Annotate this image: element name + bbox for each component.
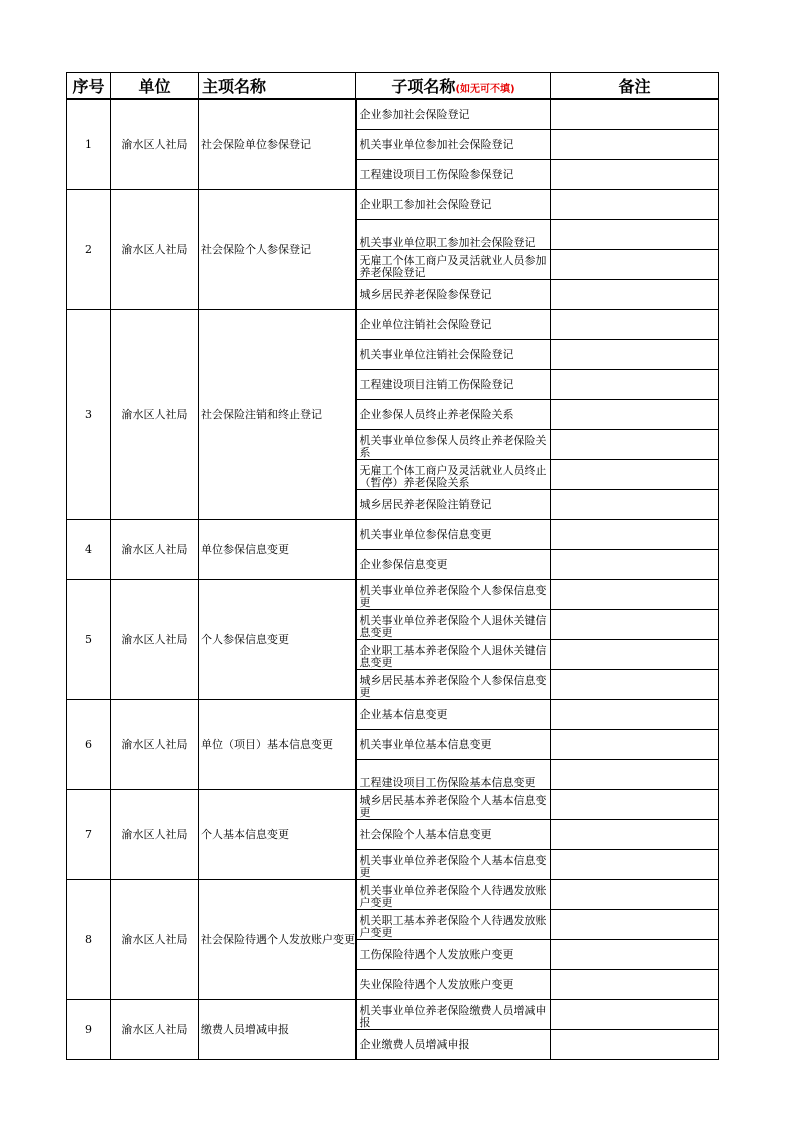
remark-cell (551, 939, 719, 969)
remark-cell (551, 159, 719, 189)
table-row (67, 999, 719, 1029)
sub-item-cell: 机关事业单位注销社会保险登记 (356, 339, 551, 369)
seq-cell: 5 (67, 579, 111, 699)
main-item-cell: 个人基本信息变更 (199, 789, 356, 879)
header-main-item: 主项名称 (199, 73, 356, 99)
table-row (67, 189, 719, 219)
sub-item-cell: 无雇工个体工商户及灵活就业人员终止（暂停）养老保险关系 (356, 459, 551, 489)
remark-cell (551, 519, 719, 549)
header-row (67, 73, 719, 99)
main-item-cell: 个人参保信息变更 (199, 579, 356, 699)
unit-cell: 渝水区人社局 (111, 699, 199, 789)
sub-item-cell: 机关事业单位养老保险个人待遇发放账户变更 (356, 879, 551, 909)
remark-cell (551, 999, 719, 1029)
main-item-cell: 单位参保信息变更 (199, 519, 356, 579)
remark-cell (551, 729, 719, 759)
main-item-cell: 社会保险待遇个人发放账户变更 (199, 879, 356, 999)
remark-cell (551, 909, 719, 939)
remark-cell (551, 1029, 719, 1059)
sub-item-cell: 机关事业单位养老保险个人基本信息变更 (356, 849, 551, 879)
main-item-cell: 社会保险单位参保登记 (199, 99, 356, 190)
seq-cell: 8 (67, 879, 111, 999)
sub-item-cell: 企业参保信息变更 (356, 549, 551, 579)
remark-cell (551, 849, 719, 879)
seq-cell: 4 (67, 519, 111, 579)
sub-item-cell: 企业职工基本养老保险个人退休关键信息变更 (356, 639, 551, 669)
table-row (67, 789, 719, 819)
main-item-cell: 社会保险个人参保登记 (199, 189, 356, 309)
sub-item-cell: 机关事业单位养老保险缴费人员增减申报 (356, 999, 551, 1029)
main-item-cell: 社会保险注销和终止登记 (199, 309, 356, 519)
sub-item-cell: 企业参保人员终止养老保险关系 (356, 399, 551, 429)
remark-cell (551, 339, 719, 369)
remark-cell (551, 579, 719, 609)
sub-item-cell: 机关事业单位参保人员终止养老保险关系 (356, 429, 551, 459)
remark-cell (551, 309, 719, 339)
header-sub-item-label: 子项名称 (391, 76, 456, 96)
table-row (67, 309, 719, 339)
table-row (67, 99, 719, 130)
remark-cell (551, 249, 719, 279)
table-body (67, 99, 719, 1060)
seq-cell: 1 (67, 99, 111, 190)
sub-item-cell: 机关事业单位养老保险个人退休关键信息变更 (356, 609, 551, 639)
remark-cell (551, 639, 719, 669)
unit-cell: 渝水区人社局 (111, 789, 199, 879)
sub-item-cell: 城乡居民基本养老保险个人参保信息变更 (356, 669, 551, 699)
sub-item-cell: 机关事业单位职工参加社会保险登记 (356, 219, 551, 249)
sub-item-cell: 企业职工参加社会保险登记 (356, 189, 551, 219)
remark-cell (551, 759, 719, 789)
sub-item-cell: 企业参加社会保险登记 (356, 99, 551, 130)
header-seq: 序号 (67, 73, 111, 99)
table-row (67, 699, 719, 729)
sub-item-cell: 社会保险个人基本信息变更 (356, 819, 551, 849)
remark-cell (551, 549, 719, 579)
remark-cell (551, 369, 719, 399)
header-sub-item-note: (如无可不填) (455, 83, 515, 95)
header-unit: 单位 (111, 73, 199, 99)
unit-cell: 渝水区人社局 (111, 309, 199, 519)
remark-cell (551, 219, 719, 249)
header-sub-item (356, 73, 551, 99)
remark-cell (551, 129, 719, 159)
sub-item-cell: 企业单位注销社会保险登记 (356, 309, 551, 339)
remark-cell (551, 699, 719, 729)
remark-cell (551, 189, 719, 219)
service-items-table (66, 72, 719, 1060)
remark-cell (551, 789, 719, 819)
remark-cell (551, 279, 719, 309)
unit-cell: 渝水区人社局 (111, 579, 199, 699)
spreadsheet-page (66, 72, 718, 1051)
sub-item-cell: 工程建设项目工伤保险参保登记 (356, 159, 551, 189)
sub-item-cell: 无雇工个体工商户及灵活就业人员参加养老保险登记 (356, 249, 551, 279)
sub-item-cell: 城乡居民基本养老保险个人基本信息变更 (356, 789, 551, 819)
seq-cell: 6 (67, 699, 111, 789)
unit-cell: 渝水区人社局 (111, 189, 199, 309)
remark-cell (551, 489, 719, 519)
sub-item-cell: 机关事业单位养老保险个人参保信息变更 (356, 579, 551, 609)
remark-cell (551, 399, 719, 429)
sub-item-cell: 机关事业单位参保信息变更 (356, 519, 551, 549)
sub-item-cell: 失业保险待遇个人发放账户变更 (356, 969, 551, 999)
sub-item-cell: 企业缴费人员增减申报 (356, 1029, 551, 1059)
remark-cell (551, 459, 719, 489)
sub-item-cell: 机关事业单位参加社会保险登记 (356, 129, 551, 159)
sub-item-cell: 工程建设项目工伤保险基本信息变更 (356, 759, 551, 789)
table-row (67, 879, 719, 909)
sub-item-cell: 工程建设项目注销工伤保险登记 (356, 369, 551, 399)
sub-item-cell: 城乡居民养老保险参保登记 (356, 279, 551, 309)
sub-item-cell: 城乡居民养老保险注销登记 (356, 489, 551, 519)
unit-cell: 渝水区人社局 (111, 999, 199, 1059)
remark-cell (551, 819, 719, 849)
seq-cell: 3 (67, 309, 111, 519)
table-row (67, 579, 719, 609)
remark-cell (551, 969, 719, 999)
seq-cell: 2 (67, 189, 111, 309)
unit-cell: 渝水区人社局 (111, 879, 199, 999)
sub-item-cell: 企业基本信息变更 (356, 699, 551, 729)
remark-cell (551, 879, 719, 909)
unit-cell: 渝水区人社局 (111, 99, 199, 190)
main-item-cell: 缴费人员增减申报 (199, 999, 356, 1059)
seq-cell: 7 (67, 789, 111, 879)
remark-cell (551, 429, 719, 459)
unit-cell: 渝水区人社局 (111, 519, 199, 579)
header-remark: 备注 (551, 73, 719, 99)
remark-cell (551, 609, 719, 639)
remark-cell (551, 99, 719, 130)
sub-item-cell: 工伤保险待遇个人发放账户变更 (356, 939, 551, 969)
sub-item-cell: 机关职工基本养老保险个人待遇发放账户变更 (356, 909, 551, 939)
seq-cell: 9 (67, 999, 111, 1059)
table-row (67, 519, 719, 549)
sub-item-cell: 机关事业单位基本信息变更 (356, 729, 551, 759)
main-item-cell: 单位（项目）基本信息变更 (199, 699, 356, 789)
remark-cell (551, 669, 719, 699)
